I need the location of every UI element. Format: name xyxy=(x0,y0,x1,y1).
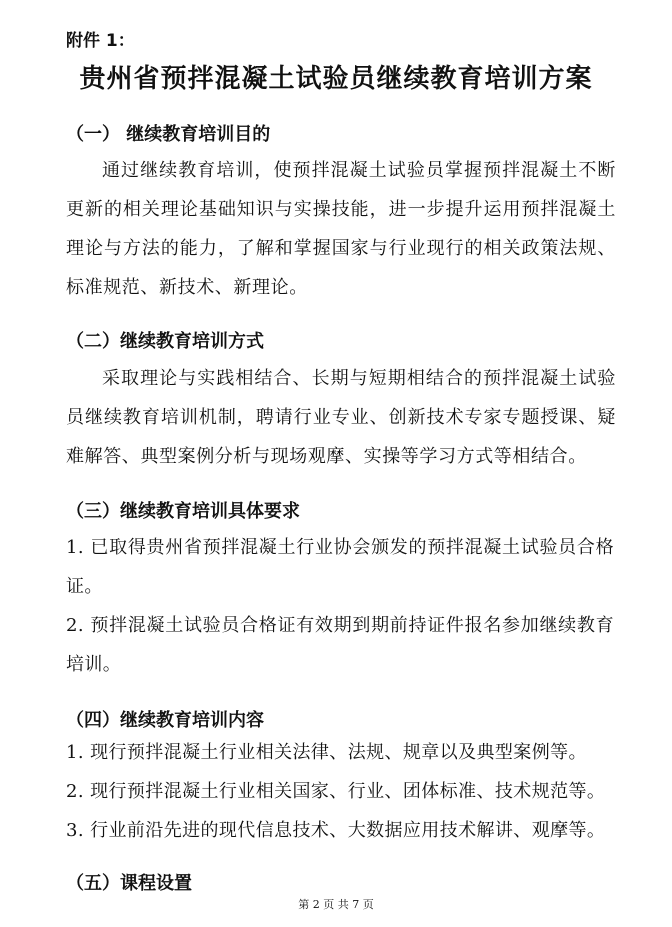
section-paragraph-2: 采取理论与实践相结合、长期与短期相结合的预拌混凝土试验员继续教育培训机制，聘请行业专业、创新技术专家专题授课、疑难解答、典型案例分析与现场观摩、实操等学习方式等相结合。 xyxy=(66,368,616,467)
list-item: 3. 行业前沿先进的现代信息技术、大数据应用技术解讲、观摩等。 xyxy=(66,820,606,841)
document-title: 贵州省预拌混凝土试验员继续教育培训方案 xyxy=(79,64,593,94)
attachment-label: 附件 1： xyxy=(66,31,135,51)
list-item: 2. 预拌混凝土试验员合格证有效期到期前持证件报名参加继续教育培训。 xyxy=(66,615,614,675)
list-item: 1. 已取得贵州省预拌混凝土行业协会颁发的预拌混凝土试验员合格证。 xyxy=(66,537,614,597)
section-paragraph-1: 通过继续教育培训，使预拌混凝土试验员掌握预拌混凝土不断更新的相关理论基础知识与实操技能，进一步提升运用预拌混凝土理论与方法的能力，了解和掌握国家与行业现行的相关政策法规、标准规范、新技术、新理论。 xyxy=(66,160,616,298)
list-item: 2. 现行预拌混凝土行业相关国家、行业、团体标准、技术规范等。 xyxy=(66,781,606,802)
section-heading-3: （三）继续教育培训具体要求 xyxy=(66,501,300,522)
section-heading-5: （五）课程设置 xyxy=(66,873,192,894)
section-heading-2: （二）继续教育培训方式 xyxy=(66,331,264,352)
section-heading-1: （一） 继续教育培训目的 xyxy=(66,124,271,145)
section-heading-4: （四）继续教育培训内容 xyxy=(66,710,264,731)
page-footer: 第 2 页 共 7 页 xyxy=(298,898,374,911)
list-item: 1. 现行预拌混凝土行业相关法律、法规、规章以及典型案例等。 xyxy=(66,742,587,763)
